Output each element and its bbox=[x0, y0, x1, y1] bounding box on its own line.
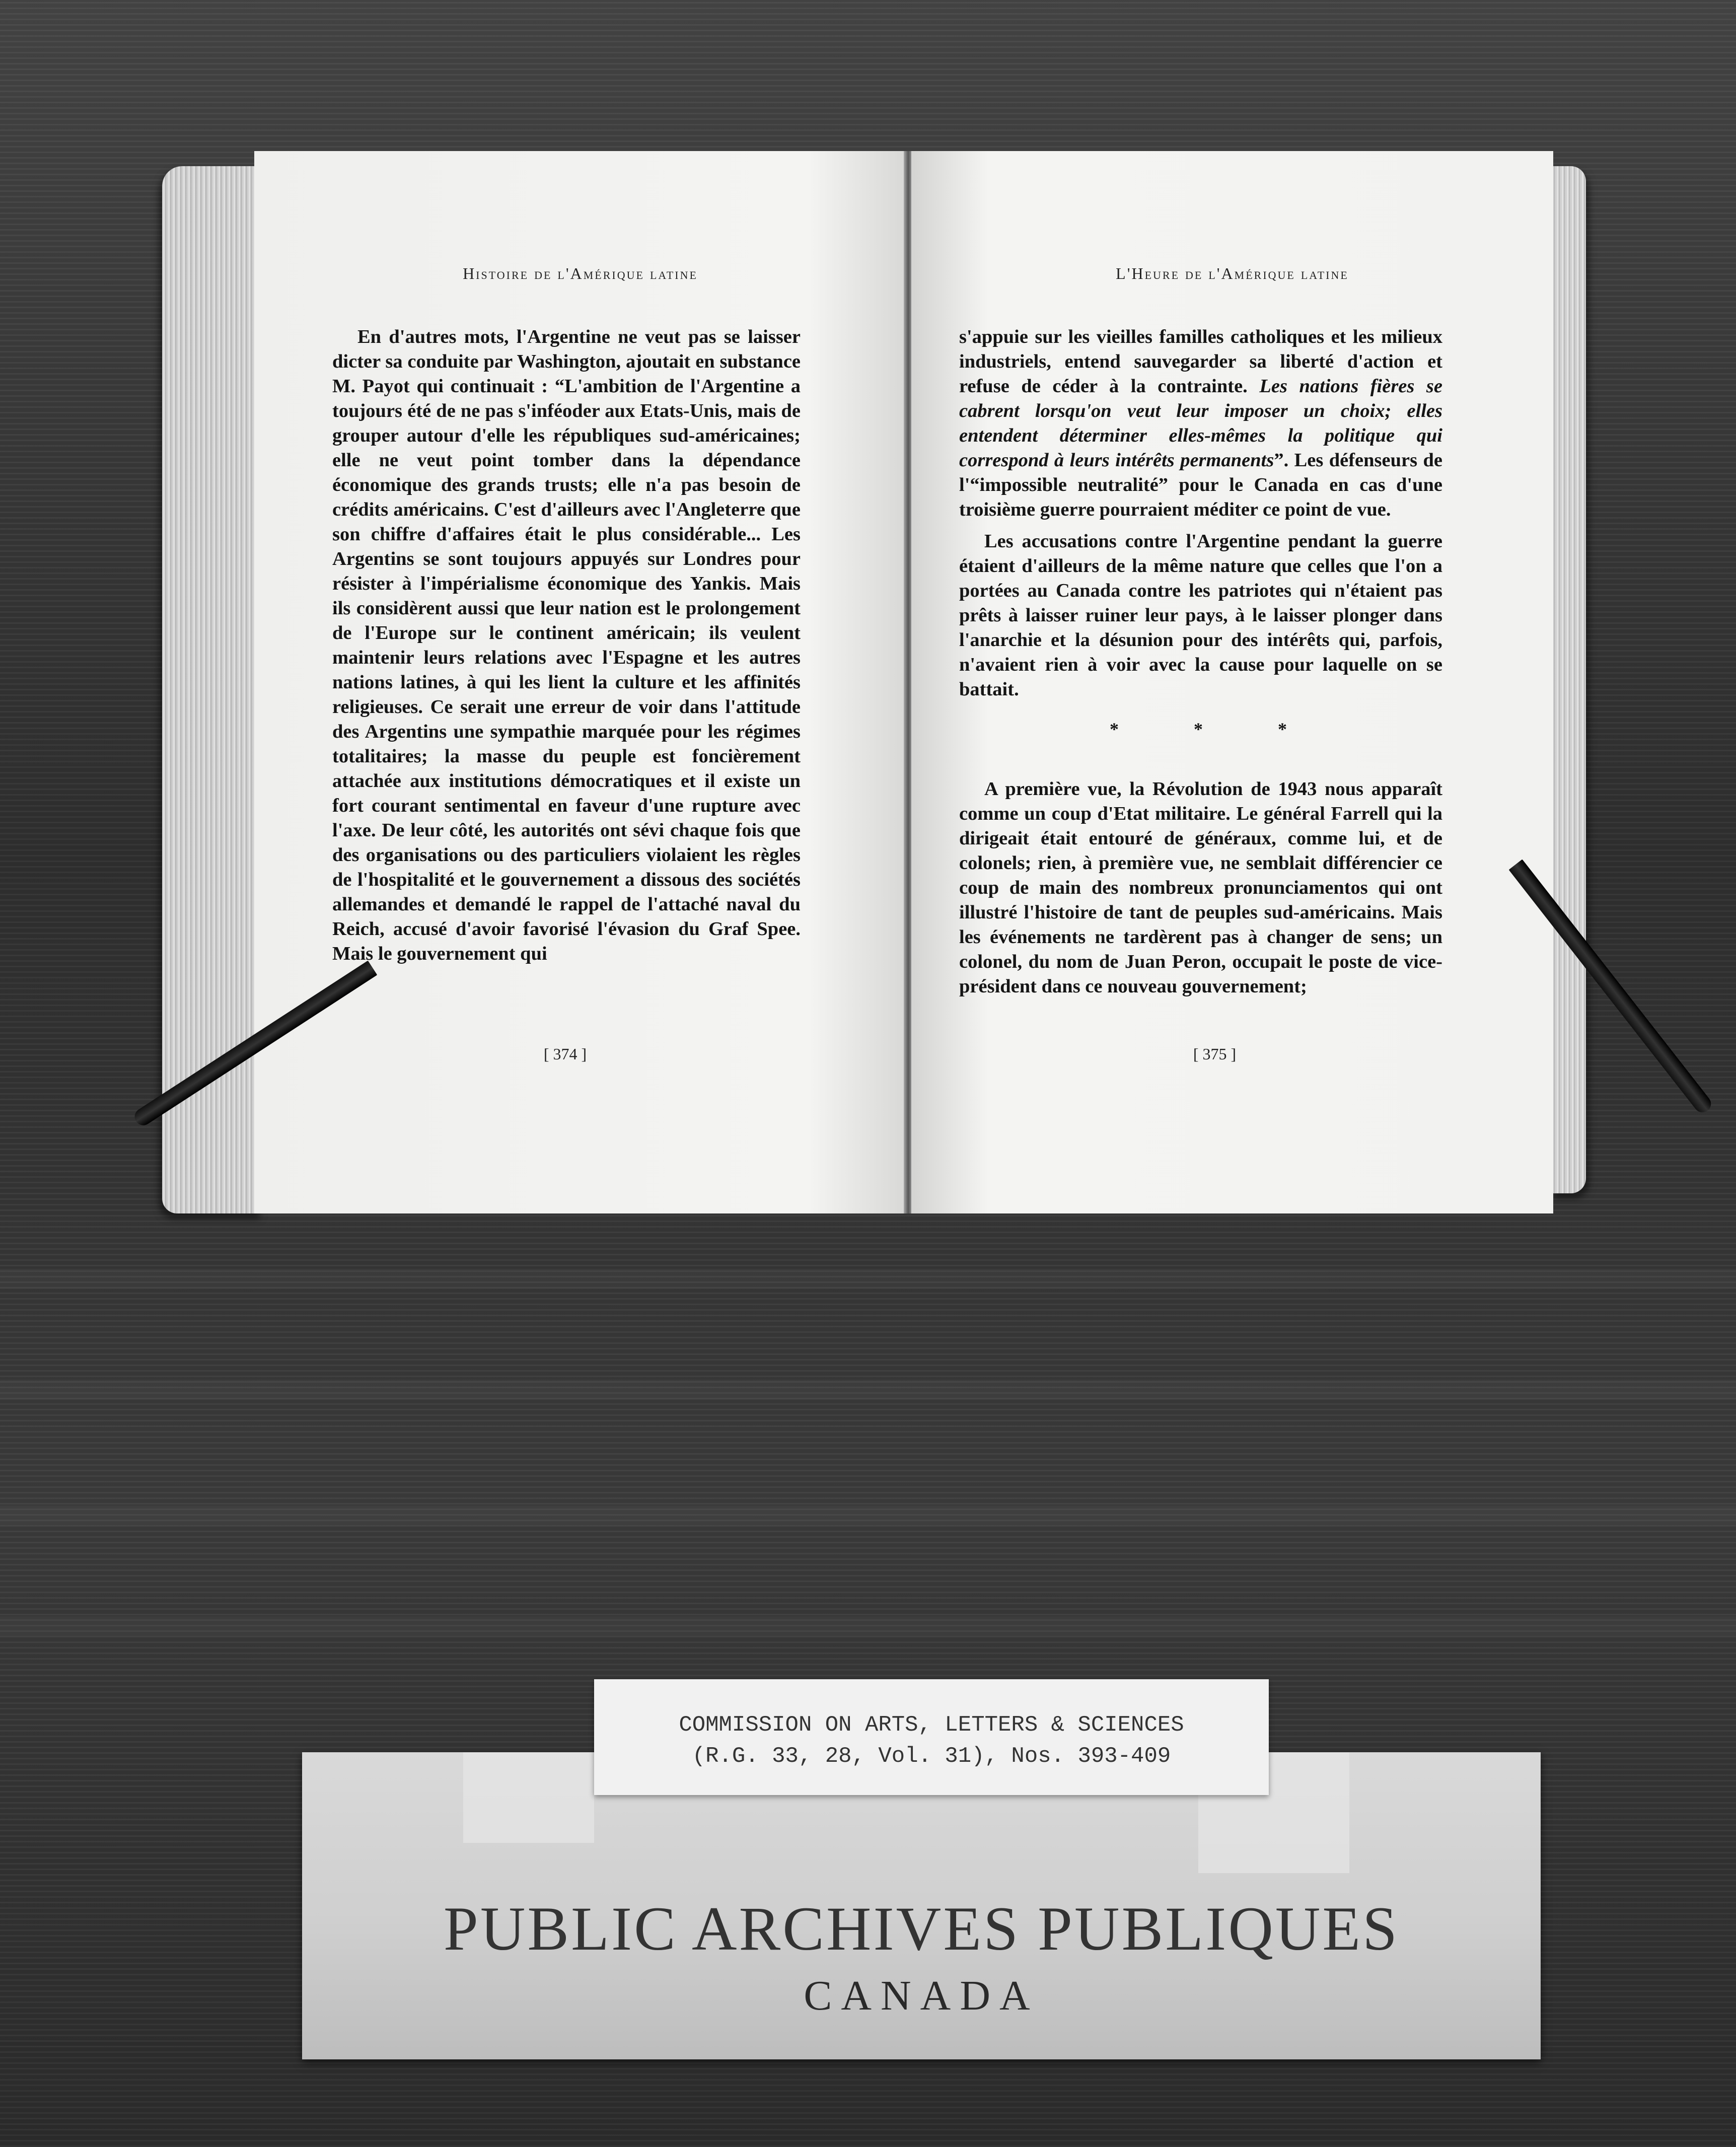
background-band bbox=[0, 1506, 1736, 1526]
left-running-head: Histoire de l'Amérique latine bbox=[463, 264, 698, 282]
right-paragraph-1 bbox=[959, 325, 1442, 522]
archive-title: PUBLIC ARCHIVES PUBLIQUES bbox=[443, 1894, 1400, 1963]
right-paragraph-1-end: ”. Les défenseurs de l'“impossible neutralité” pour le Canada en cas d'une troisième guerre pourraient méditer ce point de vue. bbox=[959, 450, 1443, 520]
right-paragraph-1-italic: Les nations fières se cabrent lorsqu'on veut leur imposer un choix; elles entendent déterminer elles-mêmes la politique qui correspond à leurs intérêts permanents bbox=[959, 376, 1442, 471]
background-band bbox=[0, 1380, 1736, 1400]
section-separator: * * * bbox=[1110, 719, 1322, 739]
archive-label bbox=[302, 1752, 1541, 2059]
right-paragraph-1-start: s'appuie sur les vieilles familles catholiques et les milieux industriels, entend sauvegarder sa liberté d'action et refuse de céder à la contrainte. bbox=[959, 326, 1442, 397]
page-edge-right bbox=[1551, 166, 1586, 1193]
left-page bbox=[254, 151, 906, 1213]
typed-reference-label bbox=[594, 1679, 1269, 1795]
right-paragraph-2: Les accusations contre l'Argentine pendant la guerre étaient d'ailleurs de la même nature que celles que l'on a portées au Canada contre les patriotes qui n'étaient pas prêts à laisser ruiner leur pays, à le laisser plonger dans l'anarchie et la désunion pour des intérêts qui, parfois, n'avaient rien à voir avec la cause pour laquelle on se battait. bbox=[959, 531, 1442, 700]
background-band bbox=[0, 1269, 1736, 1289]
right-paragraph-3: A première vue, la Révolution de 1943 nous apparaît comme un coup d'Etat militaire. Le général Farrell qui la dirigeait était entouré de généraux, comme lui, et de colonels; rien, à première vue, ne semblait différencier ce coup de main des nombreux pronunciamentos qui ont illustré l'histoire de tant de peuples sud-américains. Mais les événements ne tardèrent pas à changer de sens; un colonel, du nom de Juan Peron, occupait le poste de vice-président dans ce nouveau gouvernement; bbox=[959, 778, 1442, 997]
right-page bbox=[911, 151, 1553, 1213]
open-book bbox=[151, 151, 1586, 1224]
right-page-text bbox=[959, 325, 1442, 999]
left-page-text bbox=[332, 325, 801, 966]
left-page-number: [ 374 ] bbox=[543, 1045, 587, 1063]
typed-label-line-2: (R.G. 33, 28, Vol. 31), Nos. 393-409 bbox=[692, 1744, 1171, 1769]
right-running-head: L'Heure de l'Amérique latine bbox=[1116, 264, 1349, 282]
archive-subtitle: CANADA bbox=[804, 1972, 1039, 2019]
tape-piece bbox=[463, 1752, 594, 1843]
right-page-number: [ 375 ] bbox=[1193, 1045, 1237, 1063]
left-paragraph: En d'autres mots, l'Argentine ne veut pas se laisser dicter sa conduite par Washington, ajoutait en substance M. Payot qui continuait : “L'ambition de l'Argentine a toujours été de ne pas s'inféoder aux Etats-Unis, mais de grouper autour d'elle les républiques sud-américaines; elle ne veut point tomber dans la dépendance économique des grands trusts; elle n'a pas besoin de crédits américains. C'est d'ailleurs avec l'Angleterre que son chiffre d'affaires était le plus considérable... Les Argentins se sont toujours appuyés sur Londres pour résister à l'impérialisme économique des Yankis. Mais ils considèrent aussi que leur nation est le prolongement de l'Europe sur le continent américain; ils veulent maintenir leurs relations avec l'Espagne et les autres nations latines, à qui les lient la culture et les affinités religieuses. Ce serait une erreur de voir dans l'attitude des Argentins une sympathie marquée pour les régimes totalitaires; la masse du peuple est foncièrement attachée aux institutions démocratiques et il existe un fort courant sentimental en faveur d'une rupture avec l'axe. De leur côté, les autorités ont sévi chaque fois que des organisations ou des particuliers violaient les règles de l'hospitalité et le gouvernement a dissous des sociétés allemandes et demandé le rappel de l'attaché naval du Reich, accusé d'avoir favorisé l'évasion du Graf Spee. Mais le gouvernement qui bbox=[332, 326, 801, 964]
typed-label-line-1: COMMISSION ON ARTS, LETTERS & SCIENCES bbox=[679, 1712, 1184, 1738]
background-band bbox=[0, 1616, 1736, 1636]
